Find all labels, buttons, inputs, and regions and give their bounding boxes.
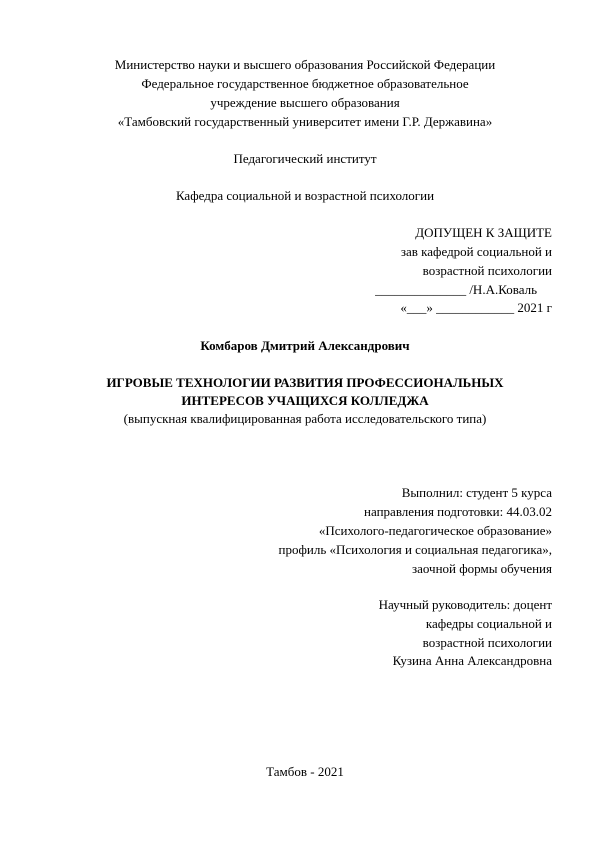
performer-line-4: профиль «Психология и социальная педагогика», <box>278 542 552 557</box>
institution-line-2: учреждение высшего образования <box>210 95 400 110</box>
approval-date: «___» ____________ 2021 г <box>400 300 552 315</box>
work-title-line-2: ИНТЕРЕСОВ УЧАЩИХСЯ КОЛЛЕДЖА <box>181 393 429 408</box>
approval-title: ДОПУЩЕН К ЗАЩИТЕ <box>415 225 552 240</box>
supervisor-line-1: Научный руководитель: доцент <box>378 597 552 612</box>
performer-line-5: заочной формы обучения <box>411 561 552 576</box>
city-year: Тамбов - 2021 <box>266 764 344 779</box>
work-title-line-1: ИГРОВЫЕ ТЕХНОЛОГИИ РАЗВИТИЯ ПРОФЕССИОНАЛЬНЫХ <box>106 375 504 390</box>
work-type: (выпускная квалифицированная работа исследовательского типа) <box>123 411 487 426</box>
supervisor-line-3: возрастной психологии <box>422 635 552 650</box>
author-name: Комбаров Дмитрий Александрович <box>200 338 410 353</box>
department-line: Кафедра социальной и возрастной психологии <box>175 188 435 203</box>
approval-line-1: зав кафедрой социальной и <box>400 244 552 259</box>
institute-line: Педагогический институт <box>233 151 377 166</box>
supervisor-name: Кузина Анна Александровна <box>392 653 552 668</box>
approval-signature: ______________ /Н.А.Коваль <box>375 282 537 297</box>
institution-line-1: Федеральное государственное бюджетное образовательное <box>141 76 469 91</box>
performer-line-3: «Психолого-педагогическое образование» <box>318 523 552 538</box>
performer-line-2: направления подготовки: 44.03.02 <box>364 504 552 519</box>
ministry-line: Министерство науки и высшего образования Российской Федерации <box>114 57 496 72</box>
university-line: «Тамбовский государственный университет имени Г.Р. Державина» <box>117 114 493 129</box>
supervisor-line-2: кафедры социальной и <box>425 616 552 631</box>
performer-line-1: Выполнил: студент 5 курса <box>401 485 552 500</box>
approval-line-2: возрастной психологии <box>422 263 552 278</box>
